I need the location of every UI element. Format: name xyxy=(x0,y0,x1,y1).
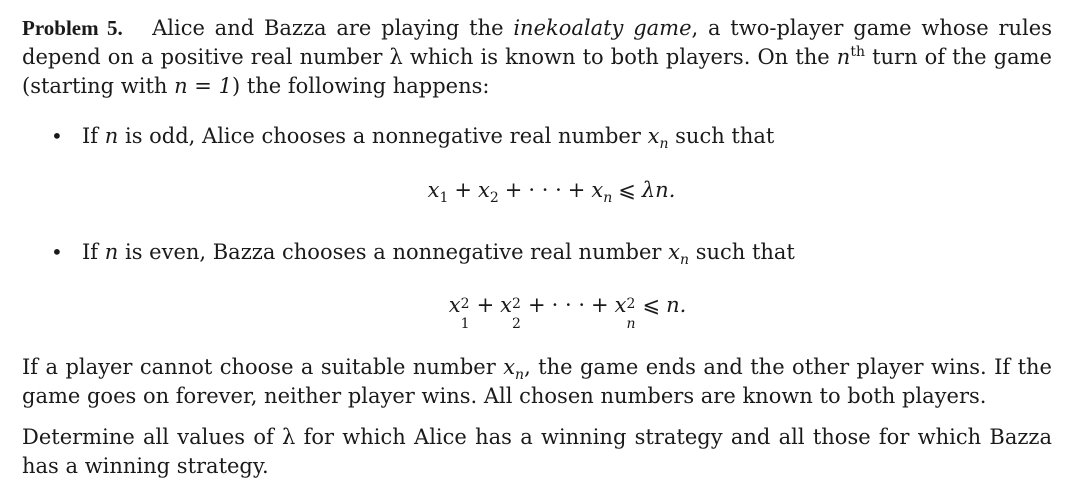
even-constraint-formula: x 2 1 + x 2 2 + · · · + x 2 n ⩽ n. xyxy=(30,291,1075,320)
rule-even-prefix: If xyxy=(82,240,99,264)
problem-statement xyxy=(22,14,1052,101)
intro-text-4: ) the following happens: xyxy=(231,74,490,98)
rule-even-xn: x xyxy=(668,240,680,264)
odd-term-2-sub: 2 xyxy=(489,190,499,207)
ending-text-1: If a player cannot choose a suitable number xyxy=(22,355,496,379)
rule-even-body: is even, Bazza chooses a nonnegative real number xyxy=(124,240,662,264)
start-equation: n = 1 xyxy=(174,74,232,98)
ending-paragraph xyxy=(22,353,1052,411)
intro-text-2: , a two-player game whose rules depend on a positive real number λ which is known to both players. On the xyxy=(22,16,1052,69)
question-text: Determine all values of λ for which Alice has a winning strategy and all those for which Bazza has a winning strategy. xyxy=(22,425,1052,478)
problem-label: Problem 5. xyxy=(22,16,123,40)
odd-dots: · · · xyxy=(528,178,562,202)
even-term-2-scripts xyxy=(512,296,522,332)
rule-even-xn-sub: n xyxy=(679,252,689,269)
rule-odd-xn-sub: n xyxy=(659,136,669,153)
even-term-2-sub: 2 xyxy=(512,316,521,332)
odd-term-2: x xyxy=(478,178,490,202)
rule-even-var: n xyxy=(104,240,119,264)
rule-odd-text xyxy=(82,122,774,151)
rule-odd-prefix: If xyxy=(82,124,99,148)
even-term-n: x xyxy=(614,293,627,317)
even-term-n-scripts xyxy=(626,296,636,332)
odd-term-1: x xyxy=(427,178,440,202)
intro-text-3: turn of the game (starting with xyxy=(22,45,1052,98)
even-rhs: n. xyxy=(666,293,687,317)
intro-text-1: Alice and Bazza are playing the xyxy=(152,16,504,40)
ending-xn: x xyxy=(503,355,516,379)
bullet-icon: • xyxy=(51,240,63,264)
even-term-1-scripts xyxy=(460,296,471,332)
even-term-1-sup: 2 xyxy=(460,296,470,312)
rule-odd-body: is odd, Alice chooses a nonnegative real number xyxy=(124,124,641,148)
even-term-1: x xyxy=(448,293,461,317)
odd-term-n: x xyxy=(591,178,604,202)
odd-constraint-formula: $x_1 + x_2$ + · · · + $x_n$ ⩽ λn. xyxy=(427,178,676,207)
even-term-2: x xyxy=(500,293,513,317)
even-term-n-sup: 2 xyxy=(626,296,636,312)
odd-term-1-sub: 1 xyxy=(439,190,449,207)
even-term-2-sup: 2 xyxy=(512,296,521,312)
game-name: inekoalaty game xyxy=(513,16,692,40)
odd-relation: ⩽ xyxy=(618,178,636,202)
rule-odd-var: n xyxy=(104,124,119,148)
bullet-icon: • xyxy=(51,124,63,148)
rule-even-suffix: such that xyxy=(695,240,795,264)
even-relation: ⩽ xyxy=(642,293,661,317)
even-term-n-sub: n xyxy=(626,316,636,332)
odd-rhs: λn. xyxy=(641,178,676,202)
rule-odd-suffix: such that xyxy=(675,124,775,148)
ending-text-2: , the game ends and the other player wins. If the game goes on forever, neither player wins. All chosen numbers are known to both players. xyxy=(22,355,1052,408)
odd-term-n-sub: n xyxy=(603,190,613,207)
question-paragraph xyxy=(22,423,1052,481)
rule-odd-xn: x xyxy=(647,124,660,148)
even-dots: · · · xyxy=(551,293,586,317)
nth-var: n xyxy=(836,45,851,69)
ending-xn-sub: n xyxy=(515,367,525,384)
nth-sup: th xyxy=(850,44,865,60)
even-term-1-sub: 1 xyxy=(460,316,470,332)
rule-even-text xyxy=(82,238,795,267)
